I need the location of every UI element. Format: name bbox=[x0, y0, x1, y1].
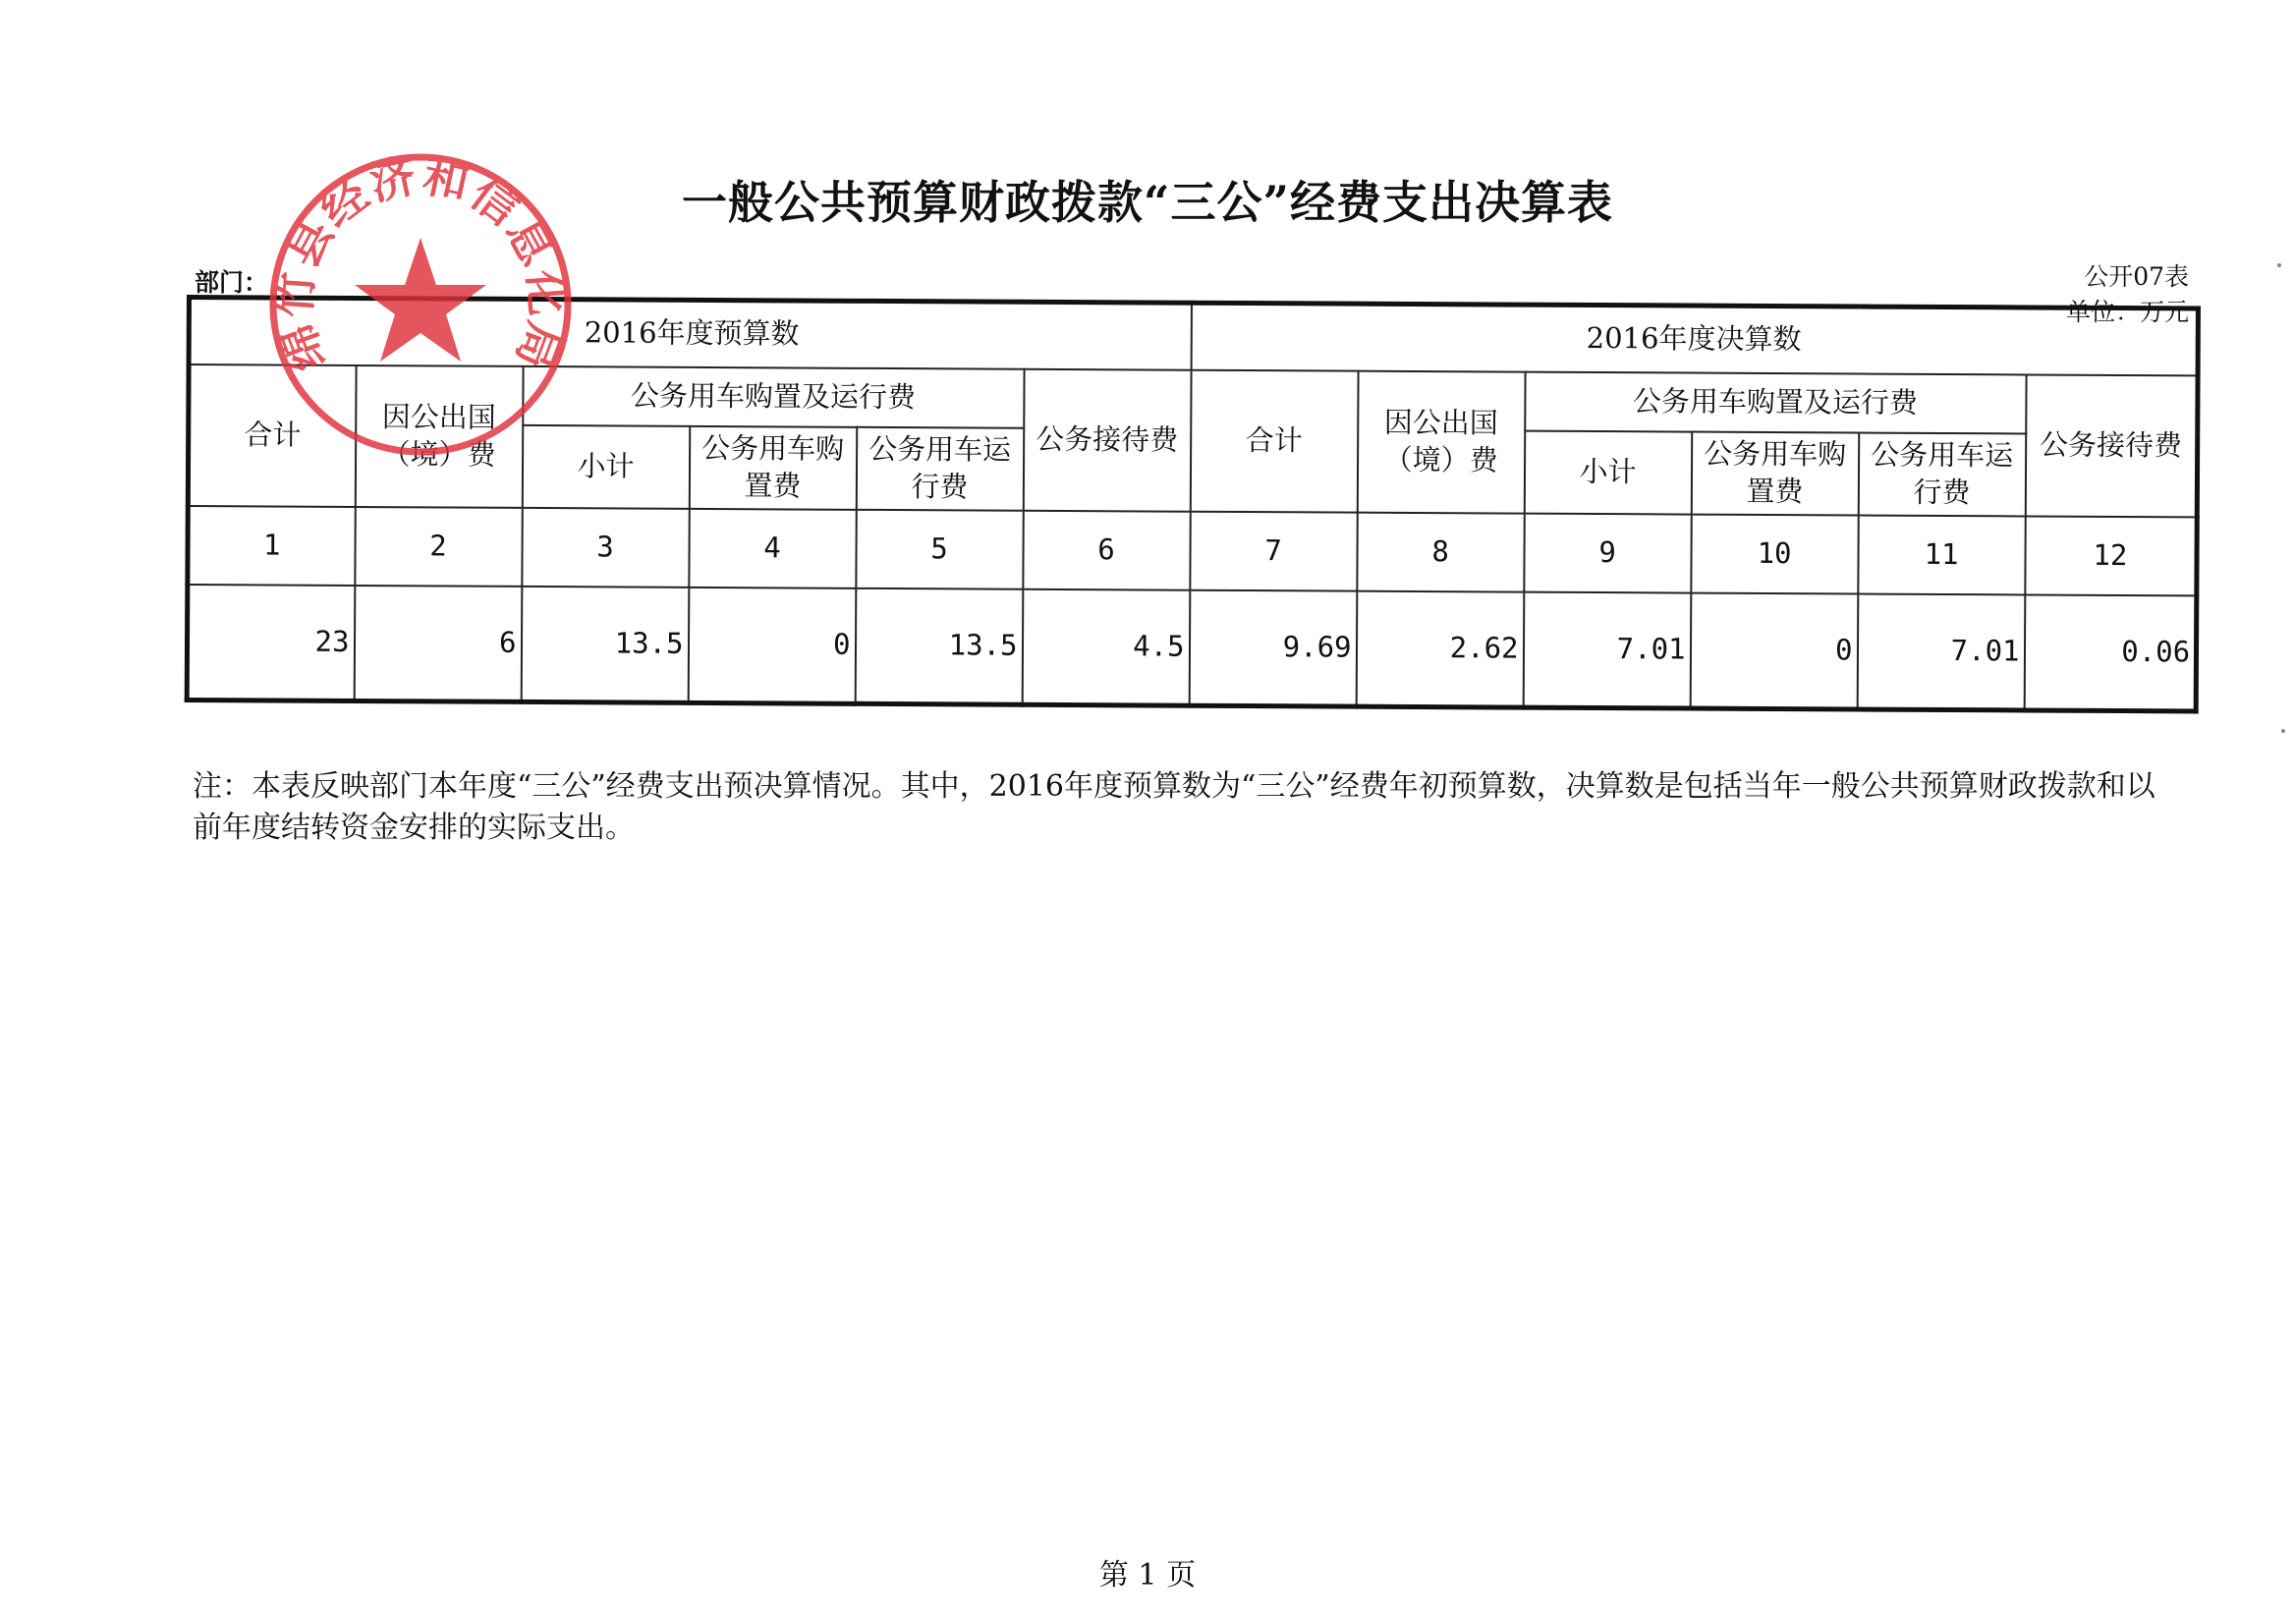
department-label: 部门： bbox=[195, 268, 269, 297]
budget-vehicle-purchase-header: 公务用车购置费 bbox=[689, 425, 856, 509]
budget-abroad-header: 因公出国（境）费 bbox=[355, 364, 523, 507]
column-number: 2 bbox=[355, 506, 522, 586]
budget-vehicle-operation-header: 公务用车运行费 bbox=[856, 426, 1023, 510]
column-number: 10 bbox=[1691, 514, 1858, 593]
column-number: 9 bbox=[1524, 513, 1691, 592]
budget-vehicle-purchase-value: 0 bbox=[688, 587, 856, 703]
final-vehicle-operation-header: 公务用车运行费 bbox=[1858, 432, 2025, 516]
budget-subtotal-header: 小计 bbox=[522, 424, 689, 508]
form-number: 公开07表 bbox=[2084, 262, 2189, 291]
column-number: 8 bbox=[1357, 512, 1524, 591]
budget-vehicle-header: 公务用车购置及运行费 bbox=[523, 365, 1024, 427]
final-vehicle-purchase-value: 0 bbox=[1690, 592, 1858, 709]
final-vehicle-header: 公务用车购置及运行费 bbox=[1525, 371, 2026, 433]
group-header-row bbox=[189, 298, 2198, 375]
budget-vehicle-subtotal-value: 13.5 bbox=[521, 586, 689, 702]
budget-reception-value: 4.5 bbox=[1022, 588, 1190, 705]
column-number: 4 bbox=[689, 508, 856, 588]
column-number: 11 bbox=[1858, 515, 2025, 594]
unit-label: 单位：万元 bbox=[2065, 298, 2189, 326]
final-subtotal-header: 小计 bbox=[1524, 430, 1691, 514]
header-row-1 bbox=[189, 364, 2198, 434]
page-number: 第 1 页 bbox=[1098, 1558, 1197, 1593]
page-title: 一般公共预算财政拨款“三公”经费支出决算表 bbox=[682, 176, 1613, 229]
final-vehicle-purchase-header: 公务用车购置费 bbox=[1691, 431, 1858, 515]
final-total-header: 合计 bbox=[1190, 369, 1358, 512]
final-group-header: 2016年度决算数 bbox=[1191, 303, 2198, 375]
budget-group-header: 2016年度预算数 bbox=[189, 298, 1191, 370]
column-number-row bbox=[188, 506, 2198, 595]
expense-table-sheet bbox=[185, 295, 2196, 713]
final-abroad-value: 2.62 bbox=[1356, 590, 1524, 707]
column-number: 6 bbox=[1023, 510, 1191, 589]
budget-reception-header: 公务接待费 bbox=[1023, 368, 1191, 511]
column-number: 5 bbox=[856, 509, 1023, 588]
scan-speck bbox=[2281, 729, 2285, 733]
budget-abroad-value: 6 bbox=[354, 585, 522, 701]
final-vehicle-operation-value: 7.01 bbox=[1857, 593, 2025, 710]
budget-vehicle-operation-value: 13.5 bbox=[855, 588, 1023, 704]
seal-text: 绵竹县经济和信息化局 bbox=[266, 148, 575, 378]
budget-total-value: 23 bbox=[187, 585, 355, 701]
budget-total-header: 合计 bbox=[188, 364, 356, 507]
column-number: 12 bbox=[2025, 516, 2198, 595]
table-note: 注：本表反映部门本年度“三公”经费支出预决算情况。其中，2016年度预算数为“三公”经费年初预算数，决算数是包括当年一般公共预算财政拨款和以前年度结转资金安排的实际支出。 bbox=[193, 769, 2155, 845]
scan-speck bbox=[2277, 263, 2281, 267]
column-number: 3 bbox=[522, 507, 689, 587]
column-number: 7 bbox=[1190, 511, 1357, 590]
column-number: 1 bbox=[188, 506, 355, 586]
final-total-value: 9.69 bbox=[1189, 589, 1357, 706]
final-abroad-header: 因公出国（境）费 bbox=[1357, 370, 1525, 513]
final-reception-value: 0.06 bbox=[2024, 594, 2197, 711]
data-row bbox=[187, 585, 2197, 711]
expense-table bbox=[185, 295, 2201, 713]
final-reception-header: 公务接待费 bbox=[2025, 374, 2198, 517]
final-vehicle-subtotal-value: 7.01 bbox=[1523, 591, 1691, 708]
